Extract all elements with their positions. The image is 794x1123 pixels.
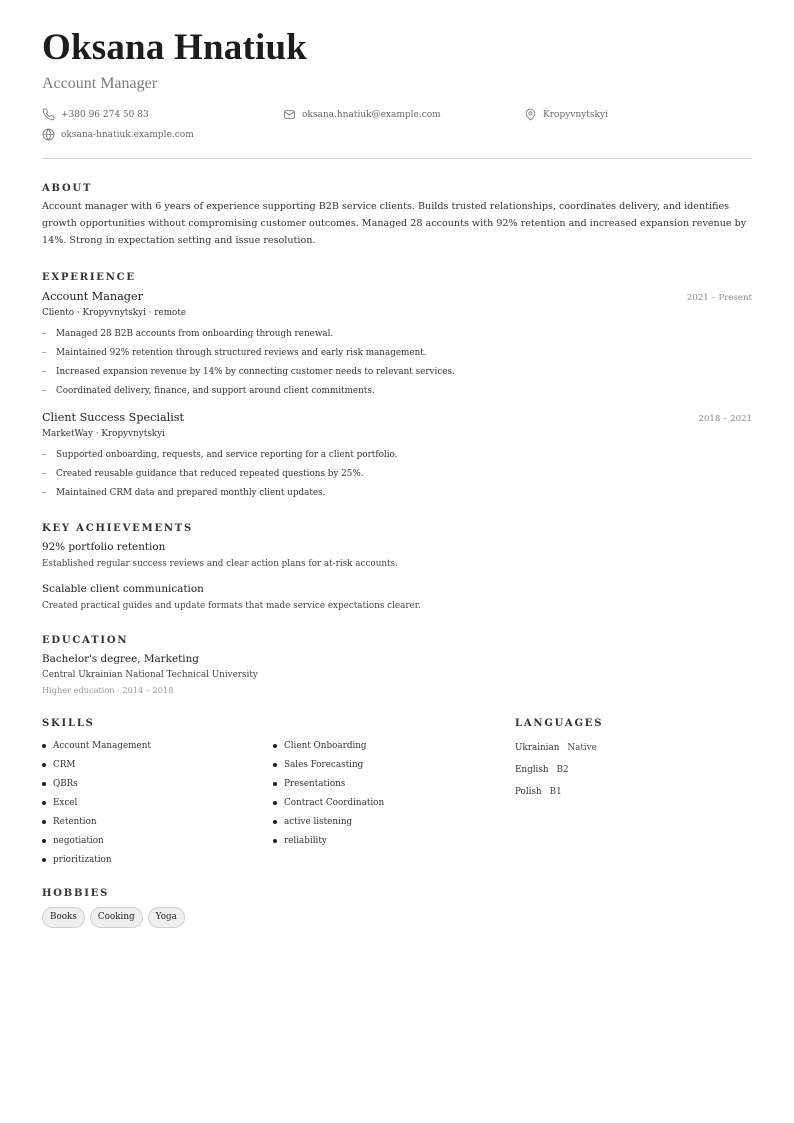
job-company: MarketWay · Kropyvnytskyi <box>42 429 165 439</box>
contact-location <box>524 108 752 121</box>
about-text: Account manager with 6 years of experience supporting B2B service clients. Builds trusted relationships, coordinates delivery, and identifies growth opportunities without compromising customer outcomes. Managed 28 accounts with 92% retention and increased expansion revenue by 14%. Strong in expectation setting and issue resolution. <box>42 201 747 246</box>
skill-item: Presentations <box>273 774 515 793</box>
bullet-item: – Managed 28 B2B accounts from onboarding through renewal. <box>42 329 334 339</box>
language-level: B2 <box>556 765 569 775</box>
hobby-pill: Cooking <box>90 907 143 928</box>
skill-item: reliability <box>273 831 515 850</box>
achievement-desc: Created practical guides and update formats that made service expectations clearer. <box>42 601 421 611</box>
hobbies-heading: HOBBIES <box>42 888 110 899</box>
language-item <box>515 781 752 803</box>
bullet-item: – Coordinated delivery, finance, and support around client commitments. <box>42 386 375 396</box>
skill-item: Client Onboarding <box>273 736 515 755</box>
skills-languages-section <box>42 718 752 869</box>
language-name: Ukrainian <box>515 743 560 753</box>
experience-section <box>42 272 752 503</box>
language-name: English <box>515 765 549 775</box>
job-bullets <box>42 446 752 503</box>
achievement-title: Scalable client communication <box>42 583 204 595</box>
about-heading: ABOUT <box>42 183 93 194</box>
skill-item: Retention <box>42 812 273 831</box>
hobbies-section <box>42 888 752 928</box>
skills-col-1 <box>42 718 273 869</box>
contact-phone[interactable] <box>42 108 283 121</box>
achievements-section <box>42 523 752 611</box>
skill-item: negotiation <box>42 831 273 850</box>
header-divider <box>42 158 752 159</box>
education-meta: Higher education · 2014 – 2018 <box>42 685 174 695</box>
languages-heading: LANGUAGES <box>515 718 604 729</box>
contact-email[interactable] <box>283 108 524 121</box>
hobby-pill: Books <box>42 907 85 928</box>
skills-list <box>273 736 515 850</box>
bullet-item: – Supported onboarding, requests, and service reporting for a client portfolio. <box>42 450 398 460</box>
phone-icon <box>42 108 55 121</box>
experience-heading: EXPERIENCE <box>42 272 136 283</box>
languages-col <box>515 718 752 869</box>
job-title: Account Manager <box>42 290 143 303</box>
about-section <box>42 183 752 249</box>
language-item <box>515 759 752 781</box>
achievement-item <box>42 541 752 569</box>
education-section <box>42 635 752 695</box>
hobby-pill: Yoga <box>148 907 185 928</box>
job-bullets <box>42 325 752 401</box>
contact-list <box>42 108 752 141</box>
contact-website-text: oksana-hnatiuk.example.com <box>61 129 194 140</box>
contact-website[interactable] <box>42 128 283 141</box>
achievement-title: 92% portfolio retention <box>42 541 166 553</box>
language-level: B1 <box>549 787 562 797</box>
job-dates: 2021 – Present <box>686 293 752 303</box>
contact-email-text: oksana.hnatiuk@example.com <box>302 109 441 120</box>
education-school: Central Ukrainian National Technical University <box>42 670 258 680</box>
job-title: Client Success Specialist <box>42 411 185 424</box>
skills-heading: SKILLS <box>42 718 95 729</box>
contact-phone-text: +380 96 274 50 83 <box>61 109 149 120</box>
skills-col-2 <box>273 718 515 869</box>
skill-item: CRM <box>42 755 273 774</box>
education-degree: Bachelor's degree, Marketing <box>42 653 199 665</box>
job-entry <box>42 411 752 503</box>
skill-item: active listening <box>273 812 515 831</box>
bullet-item: – Created reusable guidance that reduced repeated questions by 25%. <box>42 469 364 479</box>
skill-item: Excel <box>42 793 273 812</box>
skill-item: Account Management <box>42 736 273 755</box>
skill-item: QBRs <box>42 774 273 793</box>
achievements-heading: KEY ACHIEVEMENTS <box>42 523 194 534</box>
bullet-item: – Increased expansion revenue by 14% by connecting customer needs to relevant services. <box>42 367 455 377</box>
achievement-desc: Established regular success reviews and clear action plans for at-risk accounts. <box>42 559 398 569</box>
job-dates: 2018 – 2021 <box>698 414 752 424</box>
candidate-title: Account Manager <box>42 75 158 92</box>
job-entry <box>42 290 752 401</box>
skill-item: Sales Forecasting <box>273 755 515 774</box>
language-item <box>515 737 752 759</box>
candidate-name: Oksana Hnatiuk <box>42 27 307 68</box>
bullet-item: – Maintained CRM data and prepared monthly client updates. <box>42 488 326 498</box>
location-pin-icon <box>524 108 537 121</box>
language-level: Native <box>567 743 597 753</box>
skills-list <box>42 736 273 869</box>
hobby-pills <box>42 907 752 928</box>
language-name: Polish <box>515 787 542 797</box>
mail-icon <box>283 108 296 121</box>
job-company: Cliento · Kropyvnytskyi · remote <box>42 308 187 318</box>
skill-item: Contract Coordination <box>273 793 515 812</box>
achievement-item <box>42 583 752 611</box>
contact-location-text: Kropyvnytskyi <box>543 109 608 120</box>
bullet-item: – Maintained 92% retention through structured reviews and early risk management. <box>42 348 427 358</box>
skill-item: prioritization <box>42 850 273 869</box>
globe-icon <box>42 128 55 141</box>
education-heading: EDUCATION <box>42 635 129 646</box>
